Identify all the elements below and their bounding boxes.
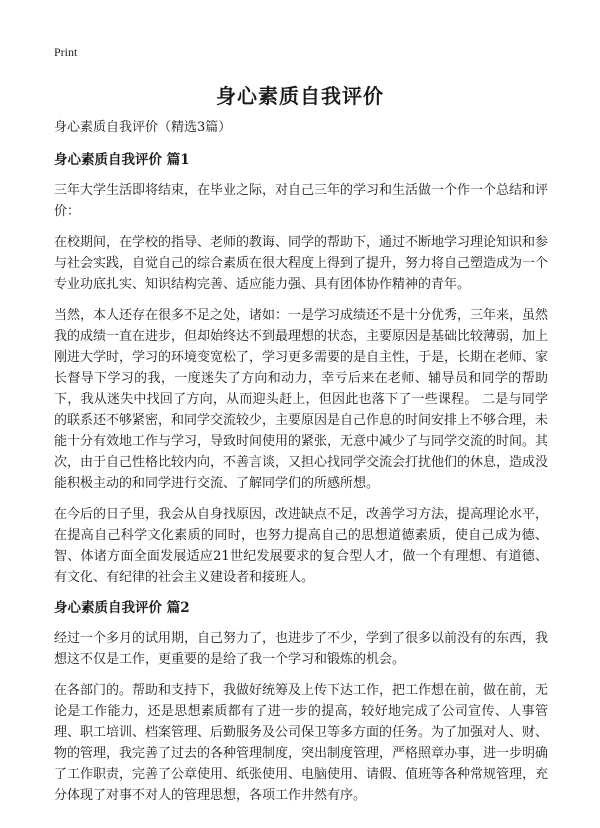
print-link[interactable]: Print <box>54 45 78 59</box>
section-heading: 身心素质自我评价 篇1 <box>54 152 190 168</box>
page-title: 身心素质自我评价 <box>216 84 384 108</box>
paragraph: 在今后的日子里，我会从自身找原因，改进缺点不足，改善学习方法，提高理论水平，在提高自己科学文化素质的同时，也努力提高自己的思想道德素质，使自己成为德、智、体诸方面全面发展适应21世纪发展要求的复合型人才，做一个有理想、有道德、有文化、有纪律的社会主义建设者和接班人。 <box>54 507 549 585</box>
article-subtitle: 身心素质自我评价（精选3篇） <box>54 120 232 135</box>
paragraph: 当然，本人还存在很多不足之处，诸如：一是学习成绩还不是十分优秀，三年来，虽然我的成绩一直在进步，但却始终达不到最理想的状态，主要原因是基础比较薄弱，加上刚进大学时，学习的环境变宽松了，学习更多需要的是自主性，于是，长期在老师、家长督导下学习的我，一度迷失了方向和动力，幸亏后来在老师、辅导员和同学的帮助下，我从迷失中找回了方向，从而迎头赶上，但因此也落下了一些课程。 二是与同学的联系还不够紧密，和同学交流较少，主要原因是自己作息的时间安排上不够合理，未能十分有效地工作与学习，导致时间使用的紧张，无意中减少了与同学交流的时间。其次，由于自己性格比较内向，不善言谈，又担心找同学交流会打扰他们的休息，造成没能积极主动的和同学进行交流、了解同学们的所感所想。 <box>54 308 549 491</box>
paragraph: 经过一个多月的试用期，自己努力了，也进步了不少，学到了很多以前没有的东西，我想这不仅是工作，更重要的是给了我一个学习和锻炼的机会。 <box>54 631 549 667</box>
article-section-1 <box>54 150 548 588</box>
paragraph: 三年大学生活即将结束，在毕业之际，对自己三年的学习和生活做一个作一个总结和评价： <box>54 183 549 219</box>
article-section-2 <box>54 598 548 806</box>
article-body <box>54 118 548 816</box>
paragraph: 在各部门的。帮助和支持下，我做好统筹及上传下达工作，把工作想在前，做在前，无论是工作能力，还是思想素质都有了进一步的提高，较好地完成了公司宣传、人事管理、职工培训、档案管理、后勤服务及公司保卫等多方面的任务。为了加强对人、财、物的管理，我完善了过去的各种管理制度，突出制度管理，严格照章办事，进一步明确了工作职责，完善了公章使用、纸张使用、电脑使用、请假、值班等各种常规管理，充分体现了对事不对人的管理思想，各项工作井然有序。 <box>54 683 549 803</box>
paragraph: 在校期间，在学校的指导、老师的教诲、同学的帮助下，通过不断地学习理论知识和参与社会实践，自觉自己的综合素质在很大程度上得到了提升，努力将自己塑造成为一个专业功底扎实、知识结构完善、适应能力强、具有团体协作精神的青年。 <box>54 235 549 292</box>
section-heading: 身心素质自我评价 篇2 <box>54 600 190 616</box>
